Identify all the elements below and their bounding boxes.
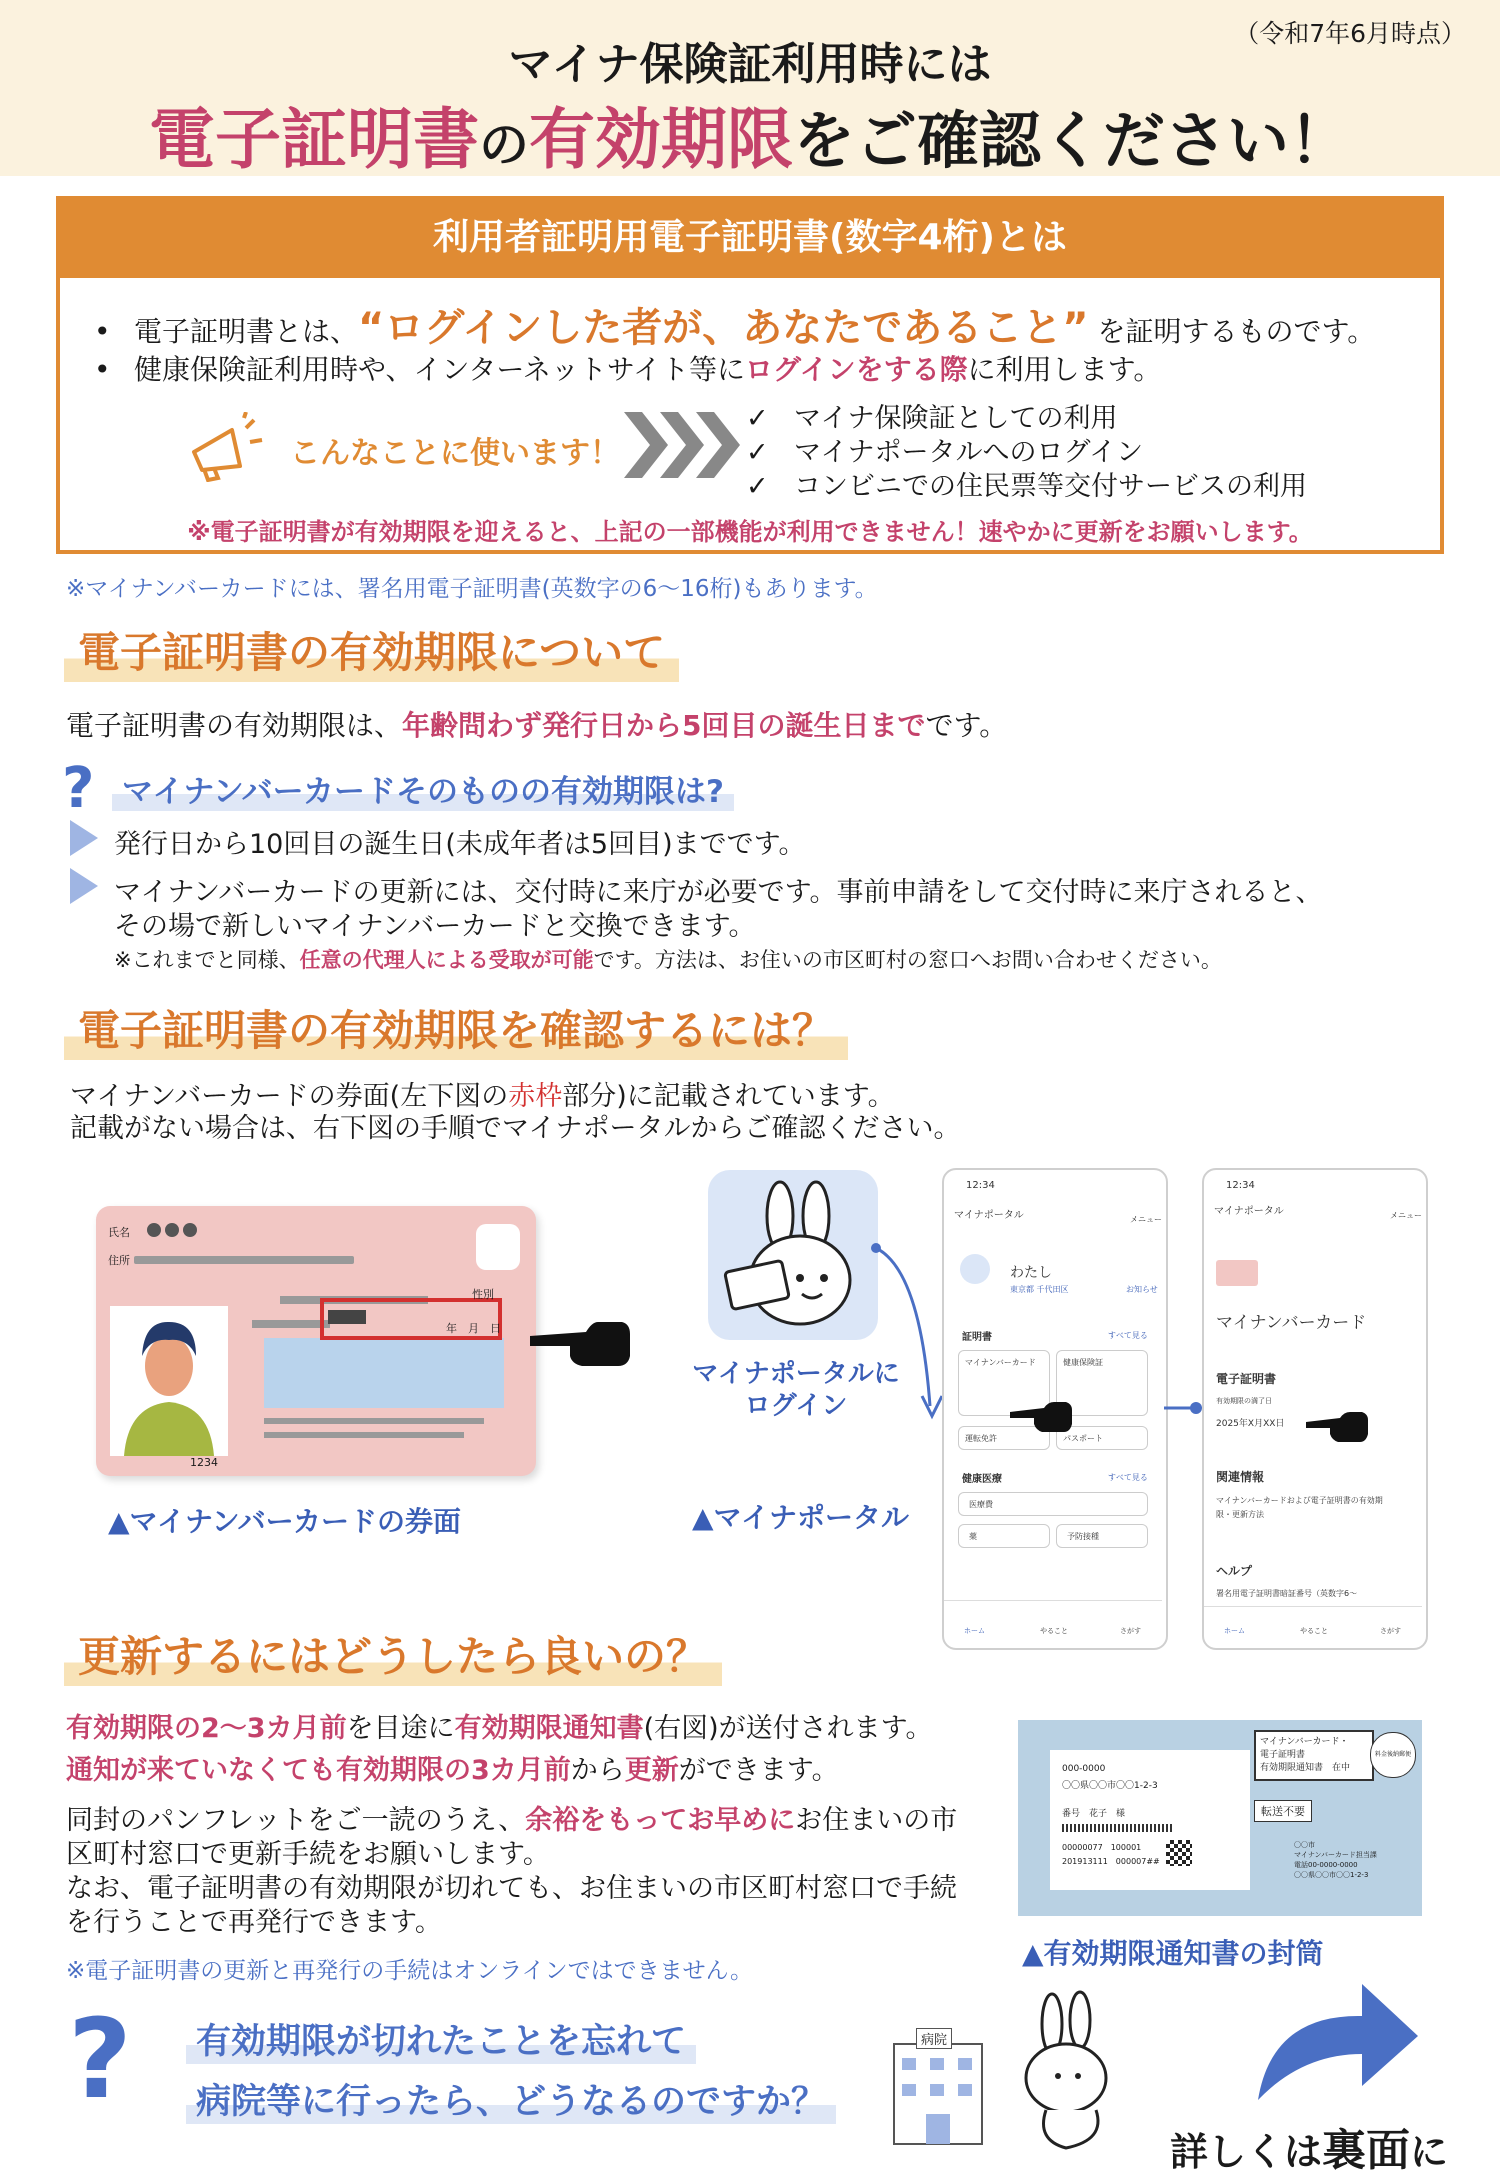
l3-c: お住まいの市 bbox=[795, 1805, 958, 1836]
phone-menu[interactable]: メニュー bbox=[1390, 1211, 1422, 1220]
card-renewal-text-2: その場で新しいマイナンバーカードと交換できます。 bbox=[114, 911, 756, 942]
card-address-label: 住所 bbox=[108, 1254, 130, 1267]
l1-a: 有効期限の2～3カ月前 bbox=[66, 1713, 347, 1744]
card-renewal-text-1: マイナンバーカードの更新には、交付時に来庁が必要です。事前申請をして交付時に来庁されると、 bbox=[114, 877, 1323, 908]
mascot-running-icon bbox=[1006, 1990, 1130, 2156]
more-c: に bbox=[1410, 2130, 1449, 2174]
title-electronic-certificate: 電子証明書 bbox=[148, 101, 479, 178]
mascot-tile bbox=[708, 1170, 878, 1340]
phone-notice[interactable]: お知らせ bbox=[1126, 1285, 1158, 1294]
triangle-bullet-icon bbox=[70, 820, 98, 856]
renewal-line-6: を行うことで再発行できます。 bbox=[66, 1907, 442, 1938]
b2-pre: 健康保険証利用時や、インターネットサイト等に bbox=[134, 353, 745, 386]
card-number: 1234 bbox=[190, 1456, 218, 1469]
phone-app-title: マイナポータル bbox=[1214, 1206, 1284, 1217]
barcode bbox=[1062, 1824, 1172, 1832]
l2-d: ができます。 bbox=[678, 1755, 839, 1786]
see-back-side bbox=[1170, 2114, 1448, 2178]
phone-nav-todo[interactable]: やること bbox=[1300, 1627, 1328, 1635]
validity-em: 年齢問わず発行日から5回目の誕生日まで bbox=[402, 709, 926, 742]
env-r4: 〇〇県〇〇市〇〇1-2-3 bbox=[1294, 1871, 1369, 1879]
b1-quote: “ログインした者が、あなたであること” bbox=[358, 305, 1089, 351]
phone-medicine[interactable]: 薬 bbox=[958, 1524, 1050, 1548]
card-validity-question: マイナンバーカードそのものの有効期限は? bbox=[112, 766, 734, 811]
section-heading-check: 電子証明書の有効期限を確認するには？ bbox=[64, 998, 848, 1060]
title-expiration: 有効期限 bbox=[528, 101, 793, 178]
box-title: 利用者証明用電子証明書(数字4桁)とは bbox=[60, 200, 1440, 278]
phone-menu[interactable]: メニュー bbox=[1130, 1215, 1162, 1224]
phone-medical-cost[interactable]: 医療費 bbox=[958, 1492, 1148, 1516]
use-label: こんなことに使います！ bbox=[290, 436, 620, 471]
card-validity-answer: 発行日から10回目の誕生日(未成年者は5回目)までです。 bbox=[114, 829, 806, 860]
chevrons-right-icon bbox=[620, 408, 750, 482]
avatar bbox=[960, 1254, 990, 1284]
more-a: 詳しくは bbox=[1170, 2130, 1323, 2174]
use-item-convenience bbox=[746, 464, 1307, 503]
phone-user-area: 東京都 千代田区 bbox=[1010, 1285, 1069, 1294]
phone-help-link[interactable]: 署名用電子証明書暗証番号（英数字6～ bbox=[1216, 1589, 1358, 1598]
certificate-info-box bbox=[56, 196, 1444, 554]
phone-nav-todo[interactable]: やること bbox=[1040, 1627, 1068, 1635]
l3-a: 同封のパンフレットをご一読のうえ、 bbox=[66, 1805, 526, 1836]
check-icon: ✓ bbox=[746, 403, 769, 434]
title-line1: マイナ保険証利用時には bbox=[508, 39, 992, 90]
use-text: マイナポータルへのログイン bbox=[794, 437, 1144, 468]
env-l1: マイナンバーカード・ bbox=[1260, 1737, 1349, 1747]
phone-related-link[interactable]: マイナンバーカードおよび電子証明書の有効期限・更新方法 bbox=[1216, 1496, 1383, 1519]
bottom-question-1: 有効期限が切れたことを忘れて bbox=[186, 2014, 696, 2064]
b1-post: を証明するものです。 bbox=[1097, 315, 1376, 348]
hospital-sign: 病院 bbox=[916, 2028, 952, 2049]
sender-block bbox=[1294, 1840, 1377, 1880]
arrow-right-icon bbox=[1162, 1396, 1206, 1420]
b2-post: に利用します。 bbox=[967, 353, 1162, 386]
phone-see-all-health[interactable]: すべて見る bbox=[1108, 1473, 1148, 1482]
proxy-post: です。方法は、お住いの市区町村の窓口へお問い合わせください。 bbox=[593, 948, 1222, 972]
date-note: （令和7年6月時点） bbox=[1234, 19, 1466, 48]
l2-a: 通知が来ていなくても有効期限の3カ月前 bbox=[66, 1755, 571, 1786]
login-caption: マイナポータルにログイン bbox=[692, 1359, 900, 1421]
check-icon: ✓ bbox=[746, 437, 769, 468]
renewal-line-4: 区町村窓口で更新手続をお願いします。 bbox=[66, 1839, 550, 1870]
main-title bbox=[0, 86, 1500, 181]
phone-card-insurance[interactable]: 健康保険証 bbox=[1056, 1350, 1148, 1416]
bottom-question-2: 病院等に行ったら、どうなるのですか？ bbox=[186, 2074, 836, 2124]
phone-cert-label: 電子証明書 bbox=[1216, 1372, 1277, 1386]
phone-user-name: わたし bbox=[1010, 1265, 1052, 1281]
triangle-bullet-icon bbox=[70, 868, 98, 904]
portal-caption: ▲マイナポータル bbox=[692, 1501, 909, 1534]
l3-b: 余裕をもってお早めに bbox=[525, 1805, 796, 1836]
env-l3: 有効期限通知書 在中 bbox=[1260, 1763, 1351, 1773]
envelope-caption: ▲有効期限通知書の封筒 bbox=[1022, 1937, 1324, 1970]
phone-help-heading: ヘルプ bbox=[1216, 1564, 1253, 1578]
title-particle: の bbox=[478, 116, 529, 174]
phone-card-license[interactable]: 運転免許 bbox=[958, 1426, 1050, 1450]
card-thumbnail bbox=[1216, 1260, 1258, 1286]
section-heading-renewal: 更新するにはどうしたら良いの？ bbox=[64, 1624, 722, 1686]
pointing-hand-icon bbox=[1304, 1408, 1370, 1444]
proxy-note bbox=[114, 944, 1222, 974]
validity-text bbox=[66, 704, 1007, 744]
more-b: 裏面 bbox=[1322, 2125, 1411, 2176]
title-confirm: をご確認ください！ bbox=[792, 104, 1351, 177]
arrow-curve-right-icon bbox=[1252, 1974, 1422, 2104]
check-text-2: 記載がない場合は、右下図の手順でマイナポータルからご確認ください。 bbox=[70, 1113, 961, 1144]
use-text: マイナ保険証としての利用 bbox=[794, 403, 1118, 434]
l1-d: (右図)が送付されます。 bbox=[643, 1713, 933, 1744]
phone-exp-label: 有効期限の満了日 bbox=[1216, 1397, 1272, 1405]
card-name-label: 氏名 bbox=[108, 1226, 130, 1239]
l1-b: を目途に bbox=[346, 1713, 455, 1744]
phone-related-heading: 関連情報 bbox=[1216, 1470, 1265, 1484]
env-r3: 電話00-0000-0000 bbox=[1294, 1861, 1358, 1869]
phone-nav-divider bbox=[1204, 1606, 1422, 1607]
use-text: コンビニでの住民票等交付サービスの利用 bbox=[794, 471, 1307, 502]
phone-card-passport[interactable]: パスポート bbox=[1056, 1426, 1148, 1450]
renewal-line-5: なお、電子証明書の有効期限が切れても、お住まいの市区町村窓口で手続 bbox=[66, 1873, 957, 1904]
phone-time: 12:34 bbox=[1226, 1180, 1255, 1191]
phone-section-certs: 証明書 bbox=[962, 1332, 992, 1343]
online-note: ※電子証明書の更新と再発行の手続はオンラインではできません。 bbox=[66, 1958, 753, 1984]
phone-section-health: 健康医療 bbox=[962, 1474, 1002, 1485]
phone-nav-search[interactable]: さがす bbox=[1380, 1627, 1401, 1635]
card-caption: ▲マイナンバーカードの券面 bbox=[108, 1505, 462, 1538]
renewal-line-2 bbox=[66, 1748, 839, 1787]
phone-time: 12:34 bbox=[966, 1180, 995, 1191]
notice-envelope bbox=[1018, 1720, 1422, 1916]
t1-post: 部分)に記載されています。 bbox=[562, 1081, 895, 1112]
phone-vaccination[interactable]: 予防接種 bbox=[1056, 1524, 1148, 1548]
my-number-card-illustration bbox=[96, 1206, 536, 1476]
env-recipient: 番号 花子 様 bbox=[1062, 1809, 1126, 1819]
envelope-label bbox=[1254, 1730, 1374, 1781]
l2-c: 更新 bbox=[624, 1755, 679, 1786]
env-address: 〇〇県〇〇市〇〇1-2-3 bbox=[1062, 1781, 1158, 1791]
env-postal: 000-0000 bbox=[1062, 1764, 1106, 1774]
hospital-illustration bbox=[886, 2028, 990, 2146]
question-icon: ? bbox=[62, 756, 95, 821]
renewal-line-1 bbox=[66, 1706, 933, 1745]
phone-nav-search[interactable]: さがす bbox=[1120, 1627, 1141, 1635]
env-number-1: 00000077 100001 bbox=[1062, 1843, 1142, 1852]
phone-card-mynumber[interactable]: マイナンバーカード bbox=[958, 1350, 1050, 1416]
megaphone-icon bbox=[188, 412, 268, 482]
l2-b: から bbox=[570, 1755, 625, 1786]
phone-card-title: マイナンバーカード bbox=[1216, 1313, 1367, 1333]
t1-em: 赤枠 bbox=[508, 1081, 563, 1112]
phone-nav-home[interactable]: ホーム bbox=[1224, 1627, 1245, 1635]
question-icon-large: ? bbox=[68, 1995, 132, 2123]
qr-code-icon bbox=[1166, 1840, 1192, 1866]
phone-see-all[interactable]: すべて見る bbox=[1108, 1331, 1148, 1340]
t1-pre: マイナンバーカードの券面(左下図の bbox=[70, 1081, 509, 1112]
card-sex-label: 性別 bbox=[472, 1288, 494, 1301]
b2-em: ログインをする際 bbox=[744, 353, 968, 386]
env-r2: マイナンバーカード担当課 bbox=[1294, 1851, 1377, 1859]
phone-exp-value: 2025年X月XX日 bbox=[1216, 1419, 1285, 1429]
env-number-2: 201913111 000007## bbox=[1062, 1857, 1160, 1866]
validity-post: です。 bbox=[925, 709, 1008, 742]
phone-nav-divider bbox=[944, 1600, 1162, 1601]
validity-pre: 電子証明書の有効期限は、 bbox=[66, 709, 403, 742]
section-heading-validity: 電子証明書の有効期限について bbox=[64, 620, 679, 682]
check-icon: ✓ bbox=[746, 471, 769, 502]
l1-c: 有効期限通知書 bbox=[454, 1713, 644, 1744]
env-r1: 〇〇市 bbox=[1294, 1841, 1315, 1849]
bullet-definition: • 電子証明書とは、“ログインした者が、あなたであること” を証明するものです。 bbox=[94, 305, 1376, 351]
signing-certificate-note: ※マイナンバーカードには、署名用電子証明書(英数字の6～16桁)もあります。 bbox=[66, 576, 878, 602]
env-l2: 電子証明書 bbox=[1260, 1750, 1306, 1760]
phone-nav-home[interactable]: ホーム bbox=[964, 1627, 985, 1635]
proxy-pre: ※これまでと同様、 bbox=[114, 948, 300, 972]
b1-pre: 電子証明書とは、 bbox=[134, 315, 359, 348]
expiry-warning: ※電子証明書が有効期限を迎えると、上記の一部機能が利用できません！速やかに更新をお願いします。 bbox=[187, 518, 1313, 546]
phone-app-title: マイナポータル bbox=[954, 1210, 1024, 1221]
bullet-usage: • 健康保険証利用時や、インターネットサイト等にログインをする際に利用します。 bbox=[94, 353, 1162, 386]
postage-seal: 料金後納郵便 bbox=[1370, 1732, 1416, 1778]
no-forward-stamp: 転送不要 bbox=[1254, 1800, 1312, 1822]
proxy-em: 任意の代理人による受取が可能 bbox=[299, 948, 594, 972]
card-date-fields: 年 月 日 bbox=[446, 1322, 501, 1335]
pointing-hand-icon bbox=[1008, 1398, 1074, 1434]
pointing-hand-icon bbox=[526, 1316, 632, 1370]
